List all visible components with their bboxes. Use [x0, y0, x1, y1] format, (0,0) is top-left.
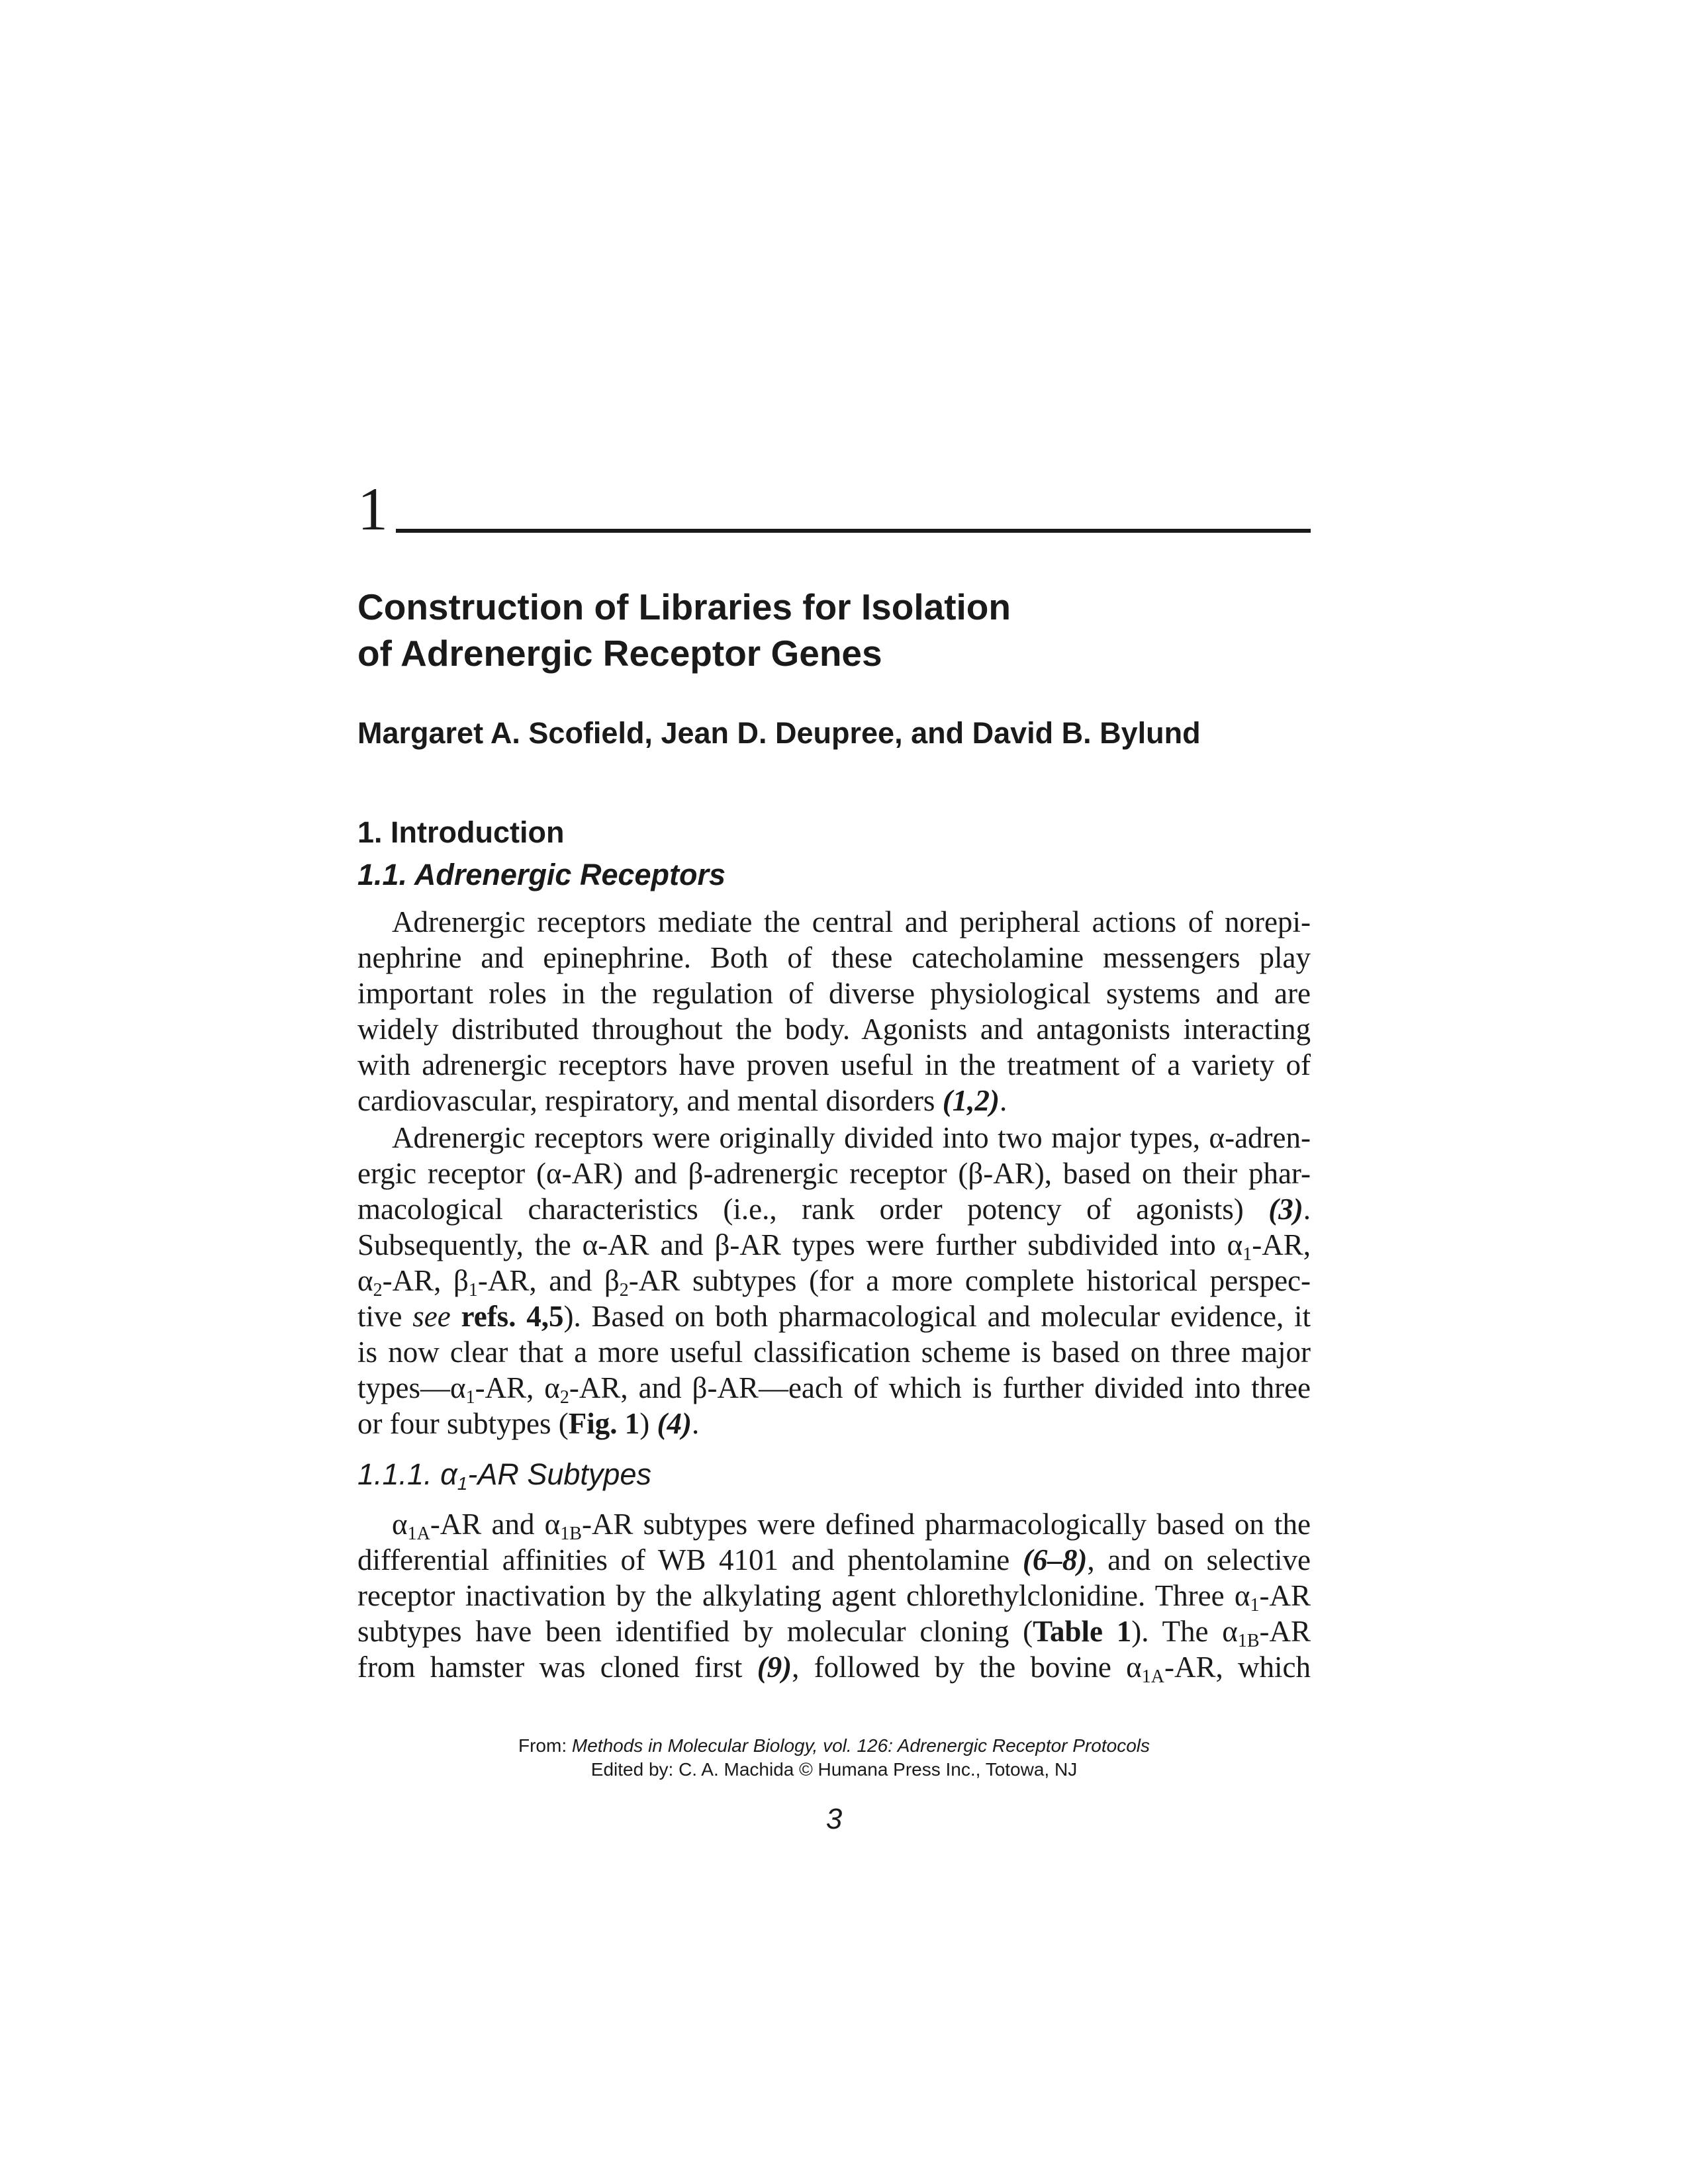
- text-line: widely distributed throughout the body. Agonists and antagonists interacting: [357, 1013, 1311, 1046]
- text-line: Adrenergic receptors were originally divided into two major types, α-adren-: [392, 1121, 1311, 1154]
- footnote-editor-line: Edited by: C. A. Machida © Humana Press Inc., Totowa, NJ: [590, 1759, 1078, 1780]
- chapter-heading: [357, 475, 1311, 543]
- paragraph: [357, 904, 1311, 1118]
- reference: (6–8): [1022, 1543, 1088, 1576]
- section-heading: 1. Introduction: [357, 815, 565, 849]
- subsubsection-heading: 1.1.1. $\alpha_1-AR$ Subtypes: [357, 1457, 651, 1494]
- paragraph: [357, 1506, 1311, 1685]
- text-line: differential affinities of WB 4101 and phentolamine (6–8), and on selective: [357, 1543, 1311, 1576]
- text-line: tive see refs. 4,5). Based on both pharmacological and molecular evidence, it: [357, 1300, 1311, 1333]
- text-line: is now clear that a more useful classification scheme is based on three major: [357, 1336, 1311, 1369]
- reference: (4): [657, 1407, 692, 1440]
- text-line: important roles in the regulation of diverse physiological systems and are: [357, 977, 1311, 1010]
- subsection-heading: 1.1. Adrenergic Receptors: [357, 858, 726, 891]
- figure-reference: Fig. 1: [568, 1407, 640, 1440]
- chapter-title: [357, 584, 1311, 676]
- text-line: receptor inactivation by the alkylating agent chlorethylclonidine. Three $\alpha_1-AR$: [357, 1579, 1311, 1615]
- chapter-number: 1: [357, 475, 388, 543]
- reference: (9): [757, 1651, 792, 1684]
- title-line: of Adrenergic Receptor Genes: [357, 633, 882, 674]
- text-line: $types—\alpha_1-AR$, $\alpha_2-AR$, and β-AR—each of which is further divided into three: [357, 1371, 1311, 1408]
- source-footnote: [357, 1734, 1311, 1782]
- page-number: 3: [825, 1803, 843, 1835]
- text-line: $\alpha_{1A}-AR$ and $\alpha_{1B}-AR$ subtypes were defined pharmacologically based on the: [392, 1508, 1311, 1544]
- reference: (3): [1268, 1193, 1303, 1226]
- authors: Margaret A. Scofield, Jean D. Deupree, and David B. Bylund: [357, 716, 1201, 750]
- text-line: Subsequently, the α-AR and β-AR types were further subdivided into $\alpha_1-AR$,: [357, 1228, 1311, 1265]
- reference: (1,2): [942, 1084, 1000, 1117]
- table-reference: Table 1: [1033, 1615, 1132, 1648]
- text-line: macological characteristics (i.e., rank order potency of agonists) (3).: [357, 1193, 1311, 1226]
- reference: refs. 4,5: [461, 1300, 564, 1333]
- text-line: from hamster was cloned first (9), followed by the bovine $\alpha_{1A}-AR$, which: [357, 1651, 1311, 1687]
- footnote-source-line: From: Methods in Molecular Biology, vol. 126: Adrenergic Receptor Protocols: [518, 1735, 1150, 1756]
- text-line: or four subtypes (Fig. 1) (4).: [357, 1407, 700, 1440]
- text-line: $\alpha_2-AR$, $\beta_1-AR$, and $\beta_2-AR$ subtypes (for a more complete historical perspec-: [357, 1264, 1311, 1300]
- text-line: with adrenergic receptors have proven useful in the treatment of a variety of: [357, 1048, 1311, 1081]
- text-line: Adrenergic receptors mediate the central and peripheral actions of norepi-: [392, 905, 1311, 938]
- text-line: subtypes have been identified by molecular cloning (Table 1). The $\alpha_{1B}-AR$: [357, 1615, 1311, 1651]
- text-line: ergic receptor (α-AR) and β-adrenergic receptor (β-AR), based on their phar-: [357, 1157, 1311, 1190]
- chapter-rule: [396, 529, 1311, 533]
- text-line: cardiovascular, respiratory, and mental disorders (1,2).: [357, 1084, 1008, 1117]
- title-line: Construction of Libraries for Isolation: [357, 586, 1011, 627]
- paragraph: [357, 1120, 1311, 1441]
- text-line: nephrine and epinephrine. Both of these catecholamine messengers play: [357, 941, 1311, 974]
